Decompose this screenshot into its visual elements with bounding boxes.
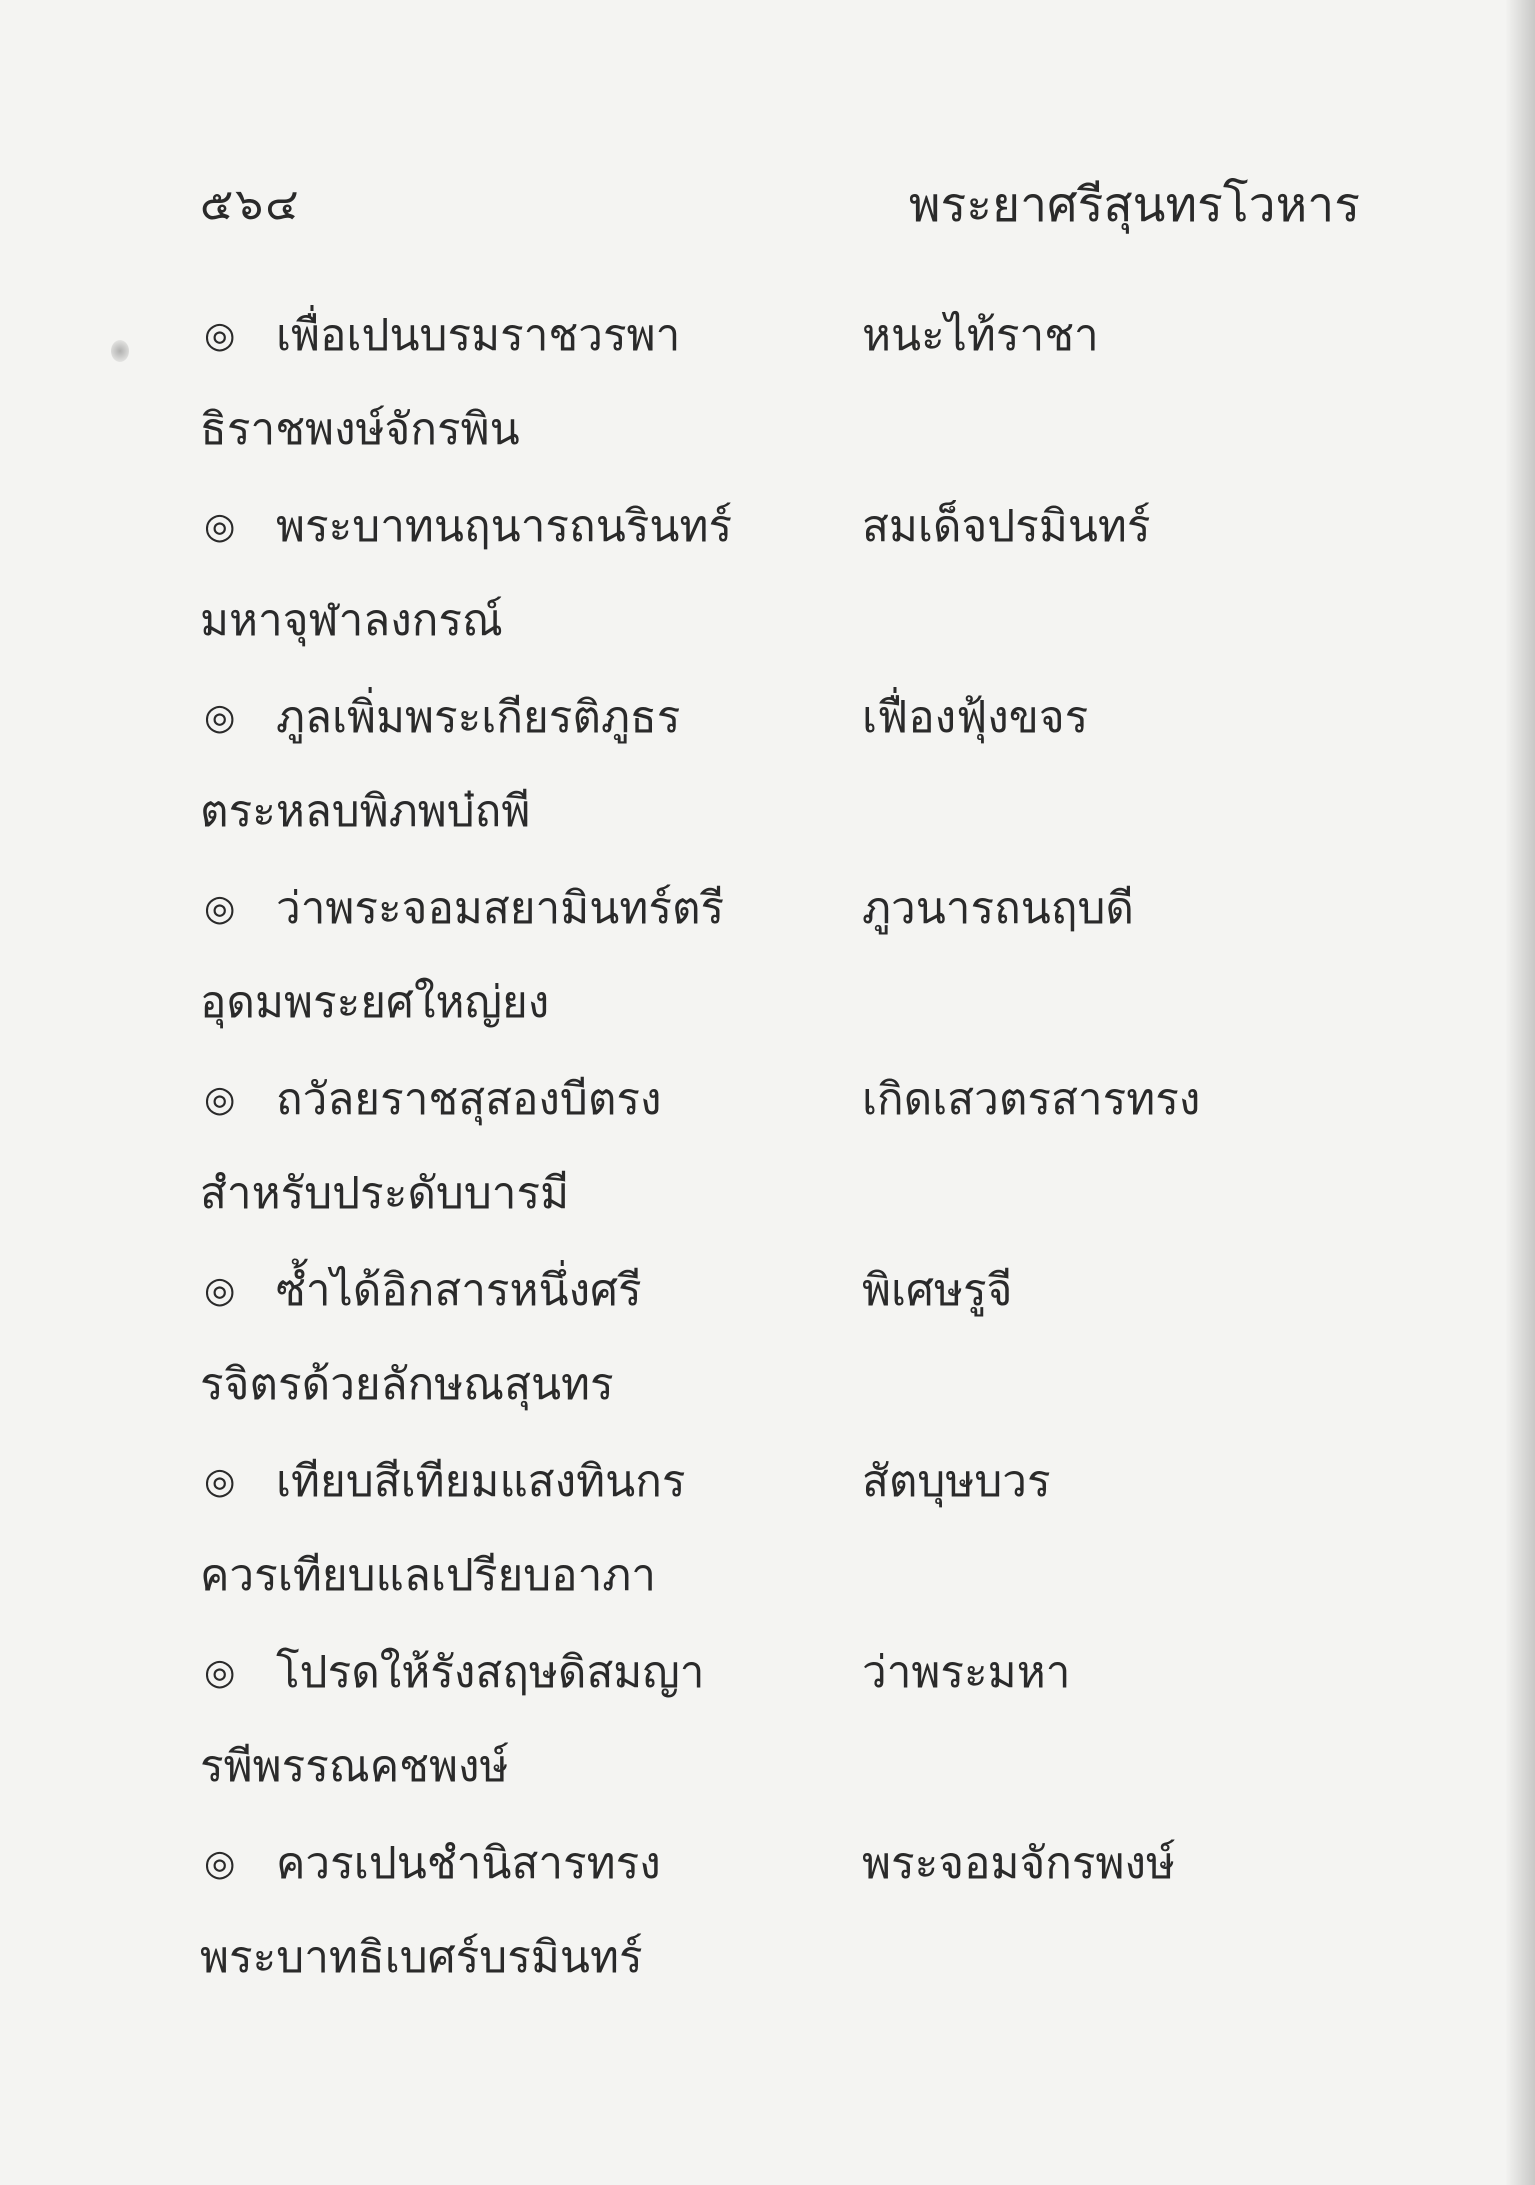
verse-line (200, 298, 1360, 374)
stanza (200, 871, 1360, 1041)
verse-line (200, 1253, 1360, 1329)
verse-first-half: พระบาทนฤนารถนรินทร์ (276, 501, 733, 552)
stanza-marker-icon: ◎ (204, 888, 236, 929)
verse-continuation-line (200, 965, 1360, 1041)
verse-second-half: สมเด็จปรมินทร์ (862, 501, 1151, 552)
verse-continuation-line (200, 774, 1360, 850)
verse-second-half: ภูวนารถนฤบดี (862, 883, 1134, 934)
verse-first-half: ถวัลยราชสุสองบีตรง (276, 1074, 662, 1125)
verse-continuation: ตระหลบพิภพบ๋ถพี (200, 786, 531, 837)
verse-continuation: สำหรับประดับบารมี (200, 1168, 570, 1219)
stanza-marker-icon: ◎ (204, 506, 236, 547)
verse-continuation: รจิตรด้วยลักษณสุนทร (200, 1359, 614, 1410)
verse-line (200, 489, 1360, 565)
page-number: ๕๖๔ (200, 179, 301, 230)
stanza (200, 680, 1360, 850)
ink-blot (111, 340, 129, 362)
verse-line (200, 871, 1360, 947)
stanza-marker-icon: ◎ (204, 1843, 236, 1884)
stanza-marker-icon: ◎ (204, 1652, 236, 1693)
verse-continuation: ควรเทียบแลเปรียบอาภา (200, 1550, 657, 1601)
verse-second-half: ว่าพระมหา (862, 1647, 1071, 1698)
stanza-marker-icon: ◎ (204, 315, 236, 356)
stanza (200, 1444, 1360, 1614)
stanza (200, 1635, 1360, 1805)
verse-second-half: เฟื่องฟุ้งขจร (862, 692, 1089, 743)
verse-second-half: พระจอมจักรพงษ์ (862, 1838, 1176, 1889)
page-header (200, 170, 1360, 240)
verse-line (200, 1444, 1360, 1520)
verse-first-half: ว่าพระจอมสยามินทร์ตรี (276, 883, 725, 934)
running-title: พระยาศรีสุนทรโวหาร (908, 177, 1360, 233)
verse-line (200, 1635, 1360, 1711)
verse-continuation-line (200, 1920, 1360, 1996)
verse-continuation: มหาจุฬาลงกรณ์ (200, 595, 503, 646)
stanza-marker-icon: ◎ (204, 1461, 236, 1502)
stanza-marker-icon: ◎ (204, 1270, 236, 1311)
verse-line (200, 1062, 1360, 1138)
verse-first-half: ภูลเพิ่มพระเกียรติภูธร (276, 692, 681, 743)
verse-second-half: หนะไท้ราชา (862, 310, 1099, 361)
verse-first-half: เพื่อเปนบรมราชวรพา (276, 310, 681, 361)
verse-continuation-line (200, 1156, 1360, 1232)
verse-second-half: สัตบุษบวร (862, 1456, 1051, 1507)
verse-line (200, 1826, 1360, 1902)
verse-continuation-line (200, 392, 1360, 468)
verse-second-half: พิเศษรูจี (862, 1265, 1013, 1316)
verse-first-half: ซ้ำได้อิกสารหนึ่งศรี (276, 1265, 642, 1316)
verse-first-half: โปรดให้รังสฤษดิสมญา (276, 1647, 705, 1698)
verse-first-half: ควรเปนชำนิสารทรง (276, 1838, 661, 1889)
stanza (200, 298, 1360, 468)
verse-continuation-line (200, 1347, 1360, 1423)
verse-first-half: เทียบสีเทียมแสงทินกร (276, 1456, 686, 1507)
stanza-marker-icon: ◎ (204, 697, 236, 738)
stanza (200, 1062, 1360, 1232)
verse-continuation: ธิราชพงษ์จักรพิน (200, 404, 520, 455)
verse-continuation: อุดมพระยศใหญ่ยง (200, 977, 550, 1028)
verse-line (200, 680, 1360, 756)
verse-second-half: เกิดเสวตรสารทรง (862, 1074, 1201, 1125)
verse-continuation-line (200, 1538, 1360, 1614)
stanza-marker-icon: ◎ (204, 1079, 236, 1120)
page-edge-shadow (1505, 0, 1535, 2185)
verse-continuation: พระบาทธิเบศร์บรมินทร์ (200, 1932, 643, 1983)
verse-continuation-line (200, 1729, 1360, 1805)
verse-continuation-line (200, 583, 1360, 659)
stanza (200, 1826, 1360, 1996)
stanza (200, 489, 1360, 659)
stanza (200, 1253, 1360, 1423)
verse-continuation: รพีพรรณคชพงษ์ (200, 1741, 509, 1792)
